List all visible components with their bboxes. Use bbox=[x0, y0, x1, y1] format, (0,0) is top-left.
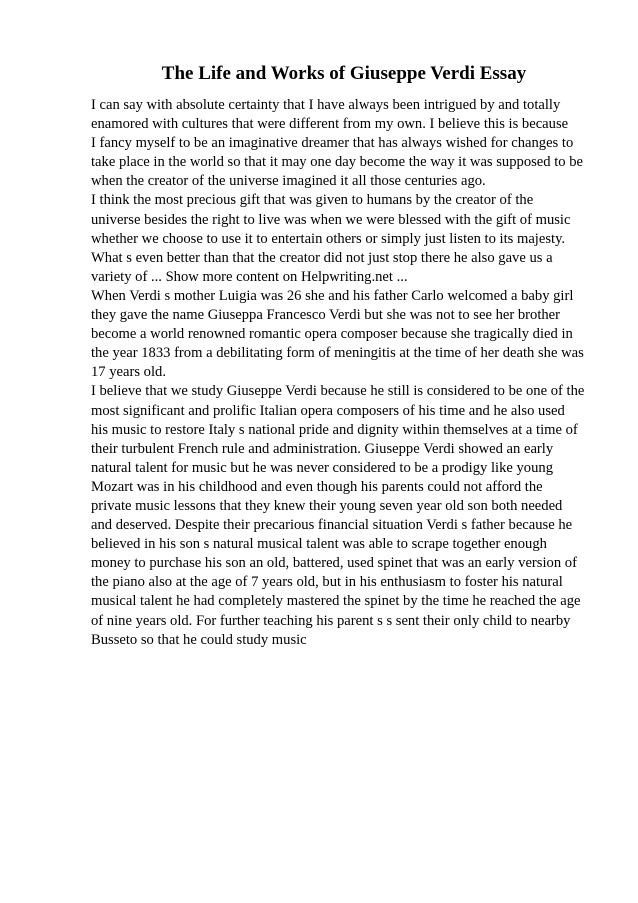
body-line: their turbulent French rule and administration. Giuseppe Verdi showed an early bbox=[91, 440, 554, 457]
body-line: 17 years old. bbox=[91, 364, 166, 381]
body-line: private music lessons that they knew their young seven year old son both needed bbox=[91, 497, 563, 514]
body-line: I can say with absolute certainty that I have always been intrigued by and totally bbox=[91, 97, 561, 113]
body-line: I fancy myself to be an imaginative dreamer that has always wished for changes to bbox=[91, 135, 574, 152]
body-line: I believe that we study Giuseppe Verdi because he still is considered to be one of the bbox=[91, 383, 585, 400]
body-line: and deserved. Despite their precarious financial situation Verdi s father because he bbox=[91, 517, 573, 534]
body-line: What s even better than that the creator did not just stop there he also gave us a bbox=[91, 249, 553, 266]
body-line: enamored with cultures that were different from my own. I believe this is because bbox=[91, 116, 569, 133]
body-line: I think the most precious gift that was given to humans by the creator of the bbox=[91, 192, 534, 209]
body-line: universe besides the right to live was when we were blessed with the gift of music bbox=[91, 211, 571, 228]
document-body bbox=[91, 96, 611, 650]
body-line: his music to restore Italy s national pride and dignity within themselves at a time of bbox=[91, 421, 578, 438]
body-line: believed in his son s natural musical talent was able to scrape together enough bbox=[91, 536, 547, 553]
body-line: most significant and prolific Italian opera composers of his time and he also used bbox=[91, 402, 565, 419]
body-line: take place in the world so that it may one day become the way it was supposed to be bbox=[91, 154, 583, 171]
body-line: they gave the name Giuseppa Francesco Verdi but she was not to see her brother bbox=[91, 307, 561, 324]
document-title: The Life and Works of Giuseppe Verdi Essay bbox=[161, 63, 527, 84]
body-line: the year 1833 from a debilitating form of meningitis at the time of her death she was bbox=[91, 345, 584, 362]
body-line: When Verdi s mother Luigia was 26 she and his father Carlo welcomed a baby girl bbox=[91, 287, 574, 304]
body-line: natural talent for music but he was never considered to be a prodigy like young bbox=[91, 459, 553, 476]
body-line: the piano also at the age of 7 years old, but in his enthusiasm to foster his natural bbox=[91, 574, 563, 591]
body-line: of nine years old. For further teaching his parent s s sent their only child to nearby bbox=[91, 612, 571, 629]
body-line: musical talent he had completely mastered the spinet by the time he reached the age bbox=[91, 593, 581, 610]
body-line: Busseto so that he could study music bbox=[91, 631, 307, 648]
body-line: become a world renowned romantic opera composer because she tragically died in bbox=[91, 326, 573, 343]
body-line: money to purchase his son an old, battered, used spinet that was an early version of bbox=[91, 555, 577, 572]
body-line: whether we choose to use it to entertain others or simply just listen to its majesty. bbox=[91, 230, 566, 247]
body-line: variety of ... Show more content on Helpwriting.net ... bbox=[91, 268, 408, 285]
body-line: when the creator of the universe imagined it all those centuries ago. bbox=[91, 173, 486, 190]
body-line: Mozart was in his childhood and even though his parents could not afford the bbox=[91, 478, 543, 495]
